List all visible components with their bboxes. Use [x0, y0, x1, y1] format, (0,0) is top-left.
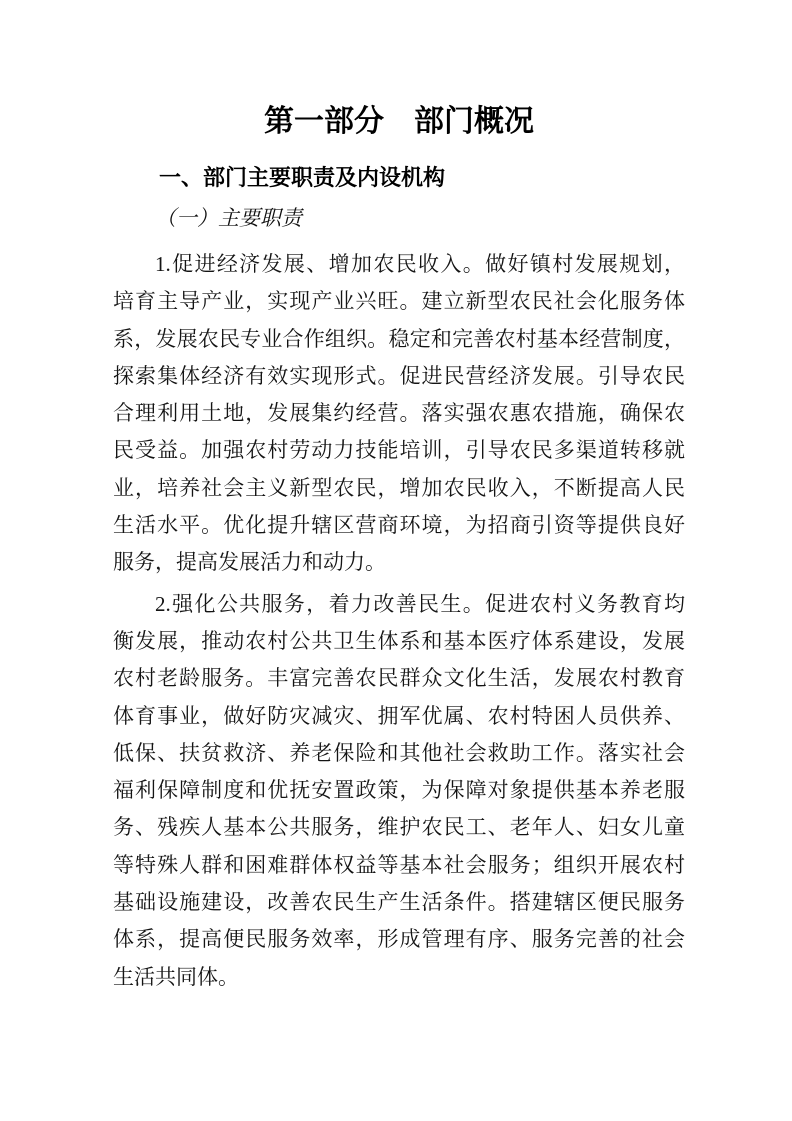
- body-text-line: 福利保障制度和优抚安置政策，为保障对象提供基本养老服: [113, 778, 685, 803]
- body-text-line: 生活共同体。: [113, 964, 239, 989]
- body-text-line: 2.强化公共服务，着力改善民生。促进农村义务教育均: [155, 591, 685, 616]
- body-text-line: 探索集体经济有效实现形式。促进民营经济发展。引导农民: [113, 363, 685, 388]
- body-text-line: 培育主导产业，实现产业兴旺。建立新型农民社会化服务体: [113, 289, 685, 314]
- body-text-line: 基础设施建设，改善农民生产生活条件。搭建辖区便民服务: [113, 890, 685, 915]
- body-text-line: 生活水平。优化提升辖区营商环境，为招商引资等提供良好: [113, 513, 685, 538]
- paragraph-2: [113, 586, 685, 996]
- body-text-line: 等特殊人群和困难群体权益等基本社会服务；组织开展农村: [113, 852, 685, 877]
- paragraph-1: [113, 246, 685, 582]
- body-text-line: 务、残疾人基本公共服务，维护农民工、老年人、妇女儿童: [113, 815, 685, 840]
- section-heading-main-duties-and-institutions: 一、部门主要职责及内设机构: [159, 165, 446, 190]
- body-text-line: 服务，提高发展活力和动力。: [113, 550, 386, 575]
- body-text-line: 民受益。加强农村劳动力技能培训，引导农民多渠道转移就: [113, 438, 685, 463]
- body-text-line: 1.促进经济发展、增加农民收入。做好镇村发展规划，: [155, 252, 685, 276]
- body-text-line: 农村老龄服务。丰富完善农民群众文化生活，发展农村教育: [113, 666, 685, 691]
- page-title: 第一部分 部门概况: [264, 105, 534, 138]
- subsection-heading-main-duties: （一）主要职责: [155, 206, 302, 230]
- body-text-line: 衡发展，推动农村公共卫生体系和基本医疗体系建设，发展: [113, 628, 685, 653]
- body-text-line: 低保、扶贫救济、养老保险和其他社会救助工作。落实社会: [113, 740, 685, 765]
- body-text-line: 体育事业，做好防灾减灾、拥军优属、农村特困人员供养、: [113, 703, 685, 728]
- body-text-line: 业，培养社会主义新型农民，增加农民收入，不断提高人民: [113, 475, 685, 500]
- body-text-line: 合理利用土地，发展集约经营。落实强农惠农措施，确保农: [113, 401, 685, 426]
- body-text-line: 体系，提高便民服务效率，形成管理有序、服务完善的社会: [113, 927, 685, 952]
- body-text-line: 系，发展农民专业合作组织。稳定和完善农村基本经营制度，: [113, 326, 685, 351]
